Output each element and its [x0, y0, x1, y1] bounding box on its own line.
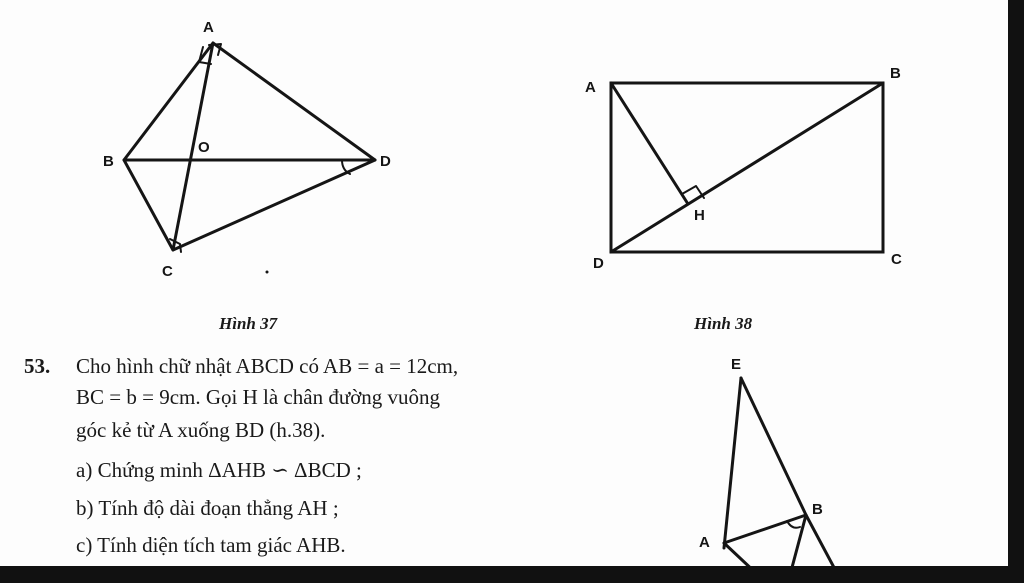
problem-part-b: b) Tính độ dài đoạn thẳng AH ;	[76, 496, 339, 520]
fig38-label-b: B	[890, 65, 901, 82]
fig37-label-o: O	[198, 139, 210, 156]
fig37-label-d: D	[380, 153, 391, 170]
problem-line-3: góc kẻ từ A xuống BD (h.38).	[76, 418, 326, 442]
fig39-side-ea	[724, 378, 741, 548]
fig39-side-eb	[741, 378, 806, 515]
figure-37-caption: Hình 37	[219, 314, 278, 333]
fig39-segment-ab	[724, 515, 806, 543]
fig38-label-a: A	[585, 79, 596, 96]
problem-line-1: Cho hình chữ nhật ABCD có AB = a = 12cm,	[76, 354, 459, 378]
fig39-label-a: A	[699, 534, 710, 551]
fig39-label-e: E	[731, 356, 742, 373]
fig38-label-h: H	[694, 207, 705, 224]
fig38-label-c: C	[891, 251, 902, 268]
problem-line-2: BC = b = 9cm. Gọi H là chân đường vuông	[76, 385, 441, 409]
problem-number: 53.	[24, 354, 51, 378]
problem-part-a: a) Chứng minh ΔAHB ∽ ΔBCD ;	[76, 458, 362, 482]
fig37-label-c: C	[162, 263, 173, 280]
fig38-label-d: D	[593, 255, 604, 272]
fig39-label-b: B	[812, 501, 823, 518]
fig37-label-a: A	[203, 19, 214, 36]
fig37-label-b: B	[103, 153, 114, 170]
figure-38-caption: Hình 38	[694, 314, 753, 333]
problem-part-c: c) Tính diện tích tam giác AHB.	[76, 533, 346, 557]
right-edge-bar	[1008, 0, 1024, 583]
bottom-edge-bar	[0, 566, 1024, 583]
